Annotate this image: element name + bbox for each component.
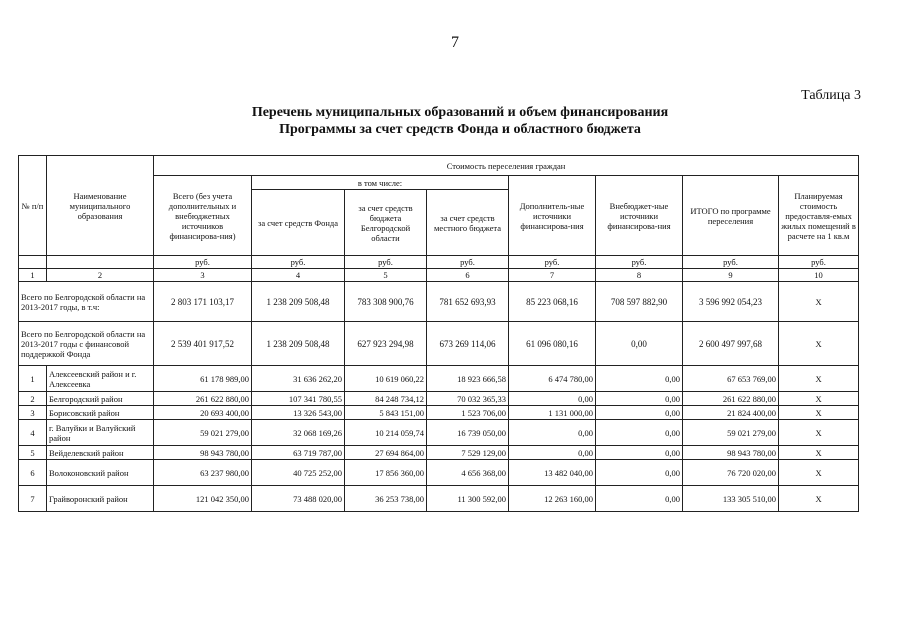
table-cell: 40 725 252,00	[252, 460, 345, 486]
table-cell: 0,00	[509, 420, 596, 446]
table-cell: 20 693 400,00	[154, 406, 252, 420]
table-cell: 2 600 497 997,68	[683, 322, 779, 366]
table-cell: 133 305 510,00	[683, 486, 779, 512]
unit-cell	[19, 256, 47, 269]
unit-cell: руб.	[154, 256, 252, 269]
table-cell: 0,00	[509, 446, 596, 460]
table-cell: 13 326 543,00	[252, 406, 345, 420]
table-cell: 3 596 992 054,23	[683, 282, 779, 322]
column-number: 8	[596, 269, 683, 282]
unit-cell: руб.	[779, 256, 859, 269]
table-cell: 4 656 368,00	[427, 460, 509, 486]
municipality-name: Белгородский район	[47, 392, 154, 406]
total-label: Всего по Белгородской области на 2013-2017 годы, в т.ч:	[19, 282, 154, 322]
table-cell: 2 803 171 103,17	[154, 282, 252, 322]
table-cell: 67 653 769,00	[683, 366, 779, 392]
row-number: 1	[19, 366, 47, 392]
table-cell: 73 488 020,00	[252, 486, 345, 512]
table-cell: 70 032 365,33	[427, 392, 509, 406]
table-cell: 32 068 169,26	[252, 420, 345, 446]
table-cell: 7 529 129,00	[427, 446, 509, 460]
table-cell: 0,00	[509, 392, 596, 406]
column-number-row	[19, 269, 859, 282]
table-cell: 10 619 060,22	[345, 366, 427, 392]
table-row	[19, 420, 859, 446]
header-planned: Планируемая стоимость предоставля-емых жилых помещений в расчете на 1 кв.м	[779, 176, 859, 256]
unit-cell: руб.	[509, 256, 596, 269]
table-cell: 5 843 151,00	[345, 406, 427, 420]
municipality-name: Борисовский район	[47, 406, 154, 420]
table-cell: 261 622 880,00	[683, 392, 779, 406]
header-num: № п/п	[19, 156, 47, 256]
row-number: 4	[19, 420, 47, 446]
table-cell: 31 636 262,20	[252, 366, 345, 392]
table-cell: 59 021 279,00	[154, 420, 252, 446]
table-label: Таблица 3	[801, 88, 861, 103]
table-row	[19, 406, 859, 420]
table-cell: Х	[779, 420, 859, 446]
row-number: 2	[19, 392, 47, 406]
municipality-name: Волоконовский район	[47, 460, 154, 486]
unit-cell: руб.	[683, 256, 779, 269]
total-row	[19, 322, 859, 366]
table-row	[19, 392, 859, 406]
column-number: 1	[19, 269, 47, 282]
municipality-name: г. Валуйки и Валуйский район	[47, 420, 154, 446]
unit-cell: руб.	[427, 256, 509, 269]
municipality-name: Вейделевский район	[47, 446, 154, 460]
table-cell: 2 539 401 917,52	[154, 322, 252, 366]
header-local: за счет средств местного бюджета	[427, 190, 509, 256]
document-title	[150, 104, 770, 138]
table-cell: Х	[779, 322, 859, 366]
column-number: 10	[779, 269, 859, 282]
header-name: Наименование муниципального образования	[47, 156, 154, 256]
table-cell: Х	[779, 460, 859, 486]
column-number: 7	[509, 269, 596, 282]
table-cell: 63 237 980,00	[154, 460, 252, 486]
table-cell: 1 238 209 508,48	[252, 282, 345, 322]
table-cell: 16 739 050,00	[427, 420, 509, 446]
table-cell: 17 856 360,00	[345, 460, 427, 486]
table-row	[19, 446, 859, 460]
header-total: Всего (без учета дополнительных и внебюджетных источников финансирова-ния)	[154, 176, 252, 256]
table-cell: 27 694 864,00	[345, 446, 427, 460]
table-cell: 627 923 294,98	[345, 322, 427, 366]
units-row	[19, 256, 859, 269]
unit-cell: руб.	[596, 256, 683, 269]
column-number: 3	[154, 269, 252, 282]
table-cell: 0,00	[596, 406, 683, 420]
table-cell: 84 248 734,12	[345, 392, 427, 406]
total-row	[19, 282, 859, 322]
table-cell: 76 720 020,00	[683, 460, 779, 486]
table-cell: Х	[779, 282, 859, 322]
table-cell: 21 824 400,00	[683, 406, 779, 420]
table-cell: 61 096 080,16	[509, 322, 596, 366]
table-cell: 0,00	[596, 392, 683, 406]
unit-cell: руб.	[252, 256, 345, 269]
header-cost-group: Стоимость переселения граждан	[154, 156, 859, 176]
table-cell: Х	[779, 446, 859, 460]
table-cell: 12 263 160,00	[509, 486, 596, 512]
column-number: 4	[252, 269, 345, 282]
table-cell: 0,00	[596, 460, 683, 486]
table-cell: 59 021 279,00	[683, 420, 779, 446]
municipality-name: Алексеевский район и г. Алексеевка	[47, 366, 154, 392]
table-cell: 18 923 666,58	[427, 366, 509, 392]
table-cell: Х	[779, 392, 859, 406]
column-number: 9	[683, 269, 779, 282]
table-cell: 783 308 900,76	[345, 282, 427, 322]
table-cell: 0,00	[596, 446, 683, 460]
table-cell: 1 523 706,00	[427, 406, 509, 420]
header-fund: за счет средств Фонда	[252, 190, 345, 256]
column-number: 6	[427, 269, 509, 282]
table-cell: 98 943 780,00	[154, 446, 252, 460]
header-row-1	[19, 156, 859, 176]
table-cell: 673 269 114,06	[427, 322, 509, 366]
title-line-2: Программы за счет средств Фонда и областного бюджета	[279, 122, 641, 137]
table-cell: 107 341 780,55	[252, 392, 345, 406]
column-number: 5	[345, 269, 427, 282]
table-cell: 98 943 780,00	[683, 446, 779, 460]
table-cell: 781 652 693,93	[427, 282, 509, 322]
header-additional: Дополнитель-ные источники финансирова-ния	[509, 176, 596, 256]
table-cell: Х	[779, 486, 859, 512]
header-incl-group: в том числе:	[252, 176, 509, 190]
header-itogo: ИТОГО по программе переселения	[683, 176, 779, 256]
table-cell: 0,00	[596, 420, 683, 446]
row-number: 5	[19, 446, 47, 460]
table-cell: 10 214 059,74	[345, 420, 427, 446]
table-cell: 708 597 882,90	[596, 282, 683, 322]
title-line-1: Перечень муниципальных образований и объем финансирования	[251, 105, 669, 120]
table-cell: 36 253 738,00	[345, 486, 427, 512]
unit-cell: руб.	[345, 256, 427, 269]
table-cell: 6 474 780,00	[509, 366, 596, 392]
row-number: 7	[19, 486, 47, 512]
table-cell: Х	[779, 406, 859, 420]
total-label: Всего по Белгородской области на 2013-2017 годы с финансовой поддержкой Фонда	[19, 322, 154, 366]
page-number: 7	[451, 34, 459, 51]
row-number: 6	[19, 460, 47, 486]
header-extrabudget: Внебюджет-ные источники финансирова-ния	[596, 176, 683, 256]
table-row	[19, 486, 859, 512]
table-cell: Х	[779, 366, 859, 392]
table-cell: 61 178 989,00	[154, 366, 252, 392]
header-regional: за счет средств бюджета Белгородской области	[345, 190, 427, 256]
table-cell: 13 482 040,00	[509, 460, 596, 486]
table-cell: 63 719 787,00	[252, 446, 345, 460]
table-cell: 1 238 209 508,48	[252, 322, 345, 366]
table-cell: 0,00	[596, 366, 683, 392]
table-cell: 261 622 880,00	[154, 392, 252, 406]
table-cell: 0,00	[596, 486, 683, 512]
financing-table	[18, 155, 859, 512]
unit-cell	[47, 256, 154, 269]
table-cell: 85 223 068,16	[509, 282, 596, 322]
table-cell: 1 131 000,00	[509, 406, 596, 420]
municipality-name: Грайворонский район	[47, 486, 154, 512]
table-cell: 11 300 592,00	[427, 486, 509, 512]
table-row	[19, 366, 859, 392]
table-cell: 0,00	[596, 322, 683, 366]
row-number: 3	[19, 406, 47, 420]
table-row	[19, 460, 859, 486]
table-cell: 121 042 350,00	[154, 486, 252, 512]
column-number: 2	[47, 269, 154, 282]
